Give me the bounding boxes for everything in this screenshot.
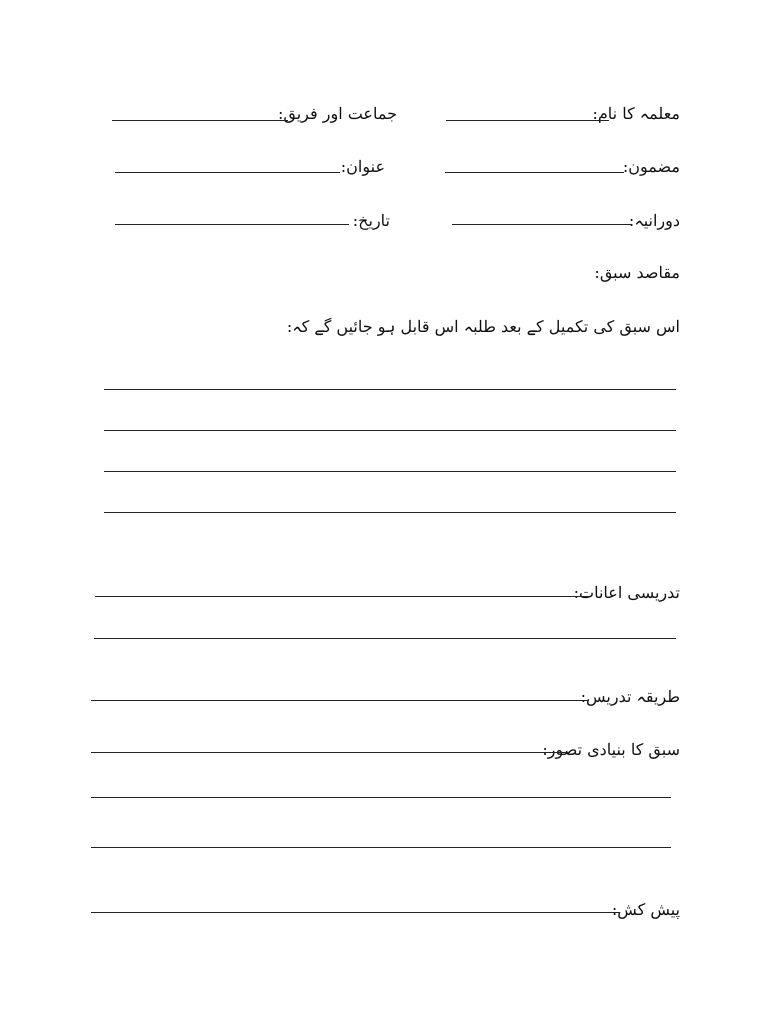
objective-line-3[interactable] [104,471,676,472]
teaching-method-label: طریقہ تدریس: [580,687,680,706]
subject-label: مضمون: [622,157,680,176]
basic-concept-field[interactable] [91,752,570,753]
objectives-intro: اس سبق کی تکمیل کے بعد طلبہ اس قابل ہو جائیں گے کہ: [286,317,680,336]
objective-line-1[interactable] [104,389,676,390]
teaching-aids-field[interactable] [95,596,590,597]
topic-field[interactable] [115,172,340,173]
teacher-name-field[interactable] [446,120,609,121]
teacher-name-label: معلمہ کا نام: [592,104,680,123]
objective-line-4[interactable] [104,512,676,513]
objectives-heading: مقاصد سبق: [594,263,680,282]
topic-label: عنوان: [340,157,385,176]
duration-field[interactable] [452,224,632,225]
objective-line-2[interactable] [104,430,676,431]
class-section-field[interactable] [112,120,288,121]
date-label: تاریخ: [352,211,390,230]
date-field[interactable] [115,224,349,225]
presentation-field[interactable] [91,912,620,913]
teaching-method-field[interactable] [91,700,589,701]
class-section-label: جماعت اور فریق: [277,104,397,123]
basic-concept-label: سبق کا بنیادی تصور: [542,740,680,759]
basic-concept-line-2[interactable] [91,797,671,798]
basic-concept-line-3[interactable] [91,847,671,848]
teaching-aids-label: تدریسی اعانات: [573,583,680,602]
teaching-aids-line-2[interactable] [94,638,676,639]
presentation-label: پیش کش: [611,900,680,919]
subject-field[interactable] [445,172,624,173]
duration-label: دورانیہ: [628,211,680,230]
